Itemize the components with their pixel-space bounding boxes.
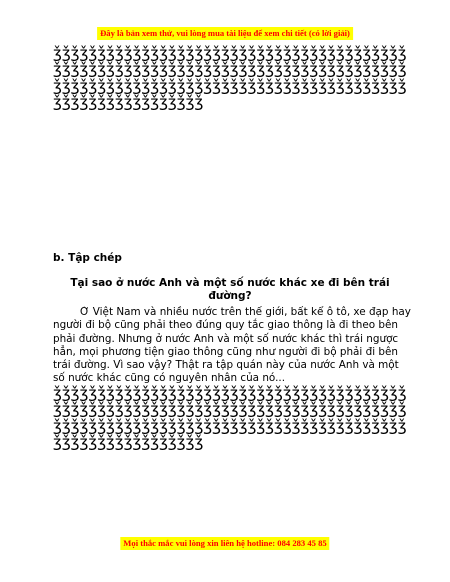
passage-body: Ở Việt Nam và nhiều nước trên thế giới, bất kể ô tô, xe đạp hay người đi bộ cũng phải theo đúng quy tắc giao thông là đi theo bên phải đường. Nhưng ở nước Anh và một số nước khác thì trái ngược hẳn, mọi phương tiện giao thông cũng như người đi bộ phải đi bên trái đường. Vì sao vậy? Thật ra tập quán này của nước Anh và một số nước khác cũng có nguyên nhân của nó... xyxy=(53,306,411,385)
passage-title: Tại sao ở nước Anh và một số nước khác xe đi bên trái đường? xyxy=(70,277,390,302)
handwriting-practice-lines-bottom: ǯǯǯǯǯǯǯǯǯǯǯǯǯǯǯǯǯǯǯǯǯǯǯǯǯǯǯǯǯǯǯǯǯǯǯǯǯǯǯǯǯǯǯǯǯǯǯǯǯǯǯǯǯǯǯǯǯǯǯǯǯǯǯǯǯǯǯǯǯǯǯǯǯǯǯǯǯǯǯǯǯǯǯǯǯǯǯǯǯǯǯǯǯǯǯǯǯǯǯǯǯǯǯǯǯǯǯǯǯǯǯǯǯǯǯǯǯǯǯǯǯǯǯǯǯǯǯǯǯǯǯǯǯǯǯǯǯ xyxy=(53,385,407,451)
hotline-banner: Mọi thắc mắc vui lòng xin liên hệ hotline: 084 283 45 85 xyxy=(120,537,329,550)
handwriting-practice-lines-top: ǯǯǯǯǯǯǯǯǯǯǯǯǯǯǯǯǯǯǯǯǯǯǯǯǯǯǯǯǯǯǯǯǯǯǯǯǯǯǯǯǯǯǯǯǯǯǯǯǯǯǯǯǯǯǯǯǯǯǯǯǯǯǯǯǯǯǯǯǯǯǯǯǯǯǯǯǯǯǯǯǯǯǯǯǯǯǯǯǯǯǯǯǯǯǯǯǯǯǯǯǯǯǯǯǯǯǯǯǯǯǯǯǯǯǯǯǯǯǯǯǯǯǯǯǯǯǯǯǯǯǯǯǯǯǯǯǯ xyxy=(53,45,407,111)
section-heading: b. Tập chép xyxy=(53,252,122,264)
preview-notice-banner: Đây là bản xem thử, vui lòng mua tài liệu để xem chi tiết (có lời giải) xyxy=(97,27,353,40)
